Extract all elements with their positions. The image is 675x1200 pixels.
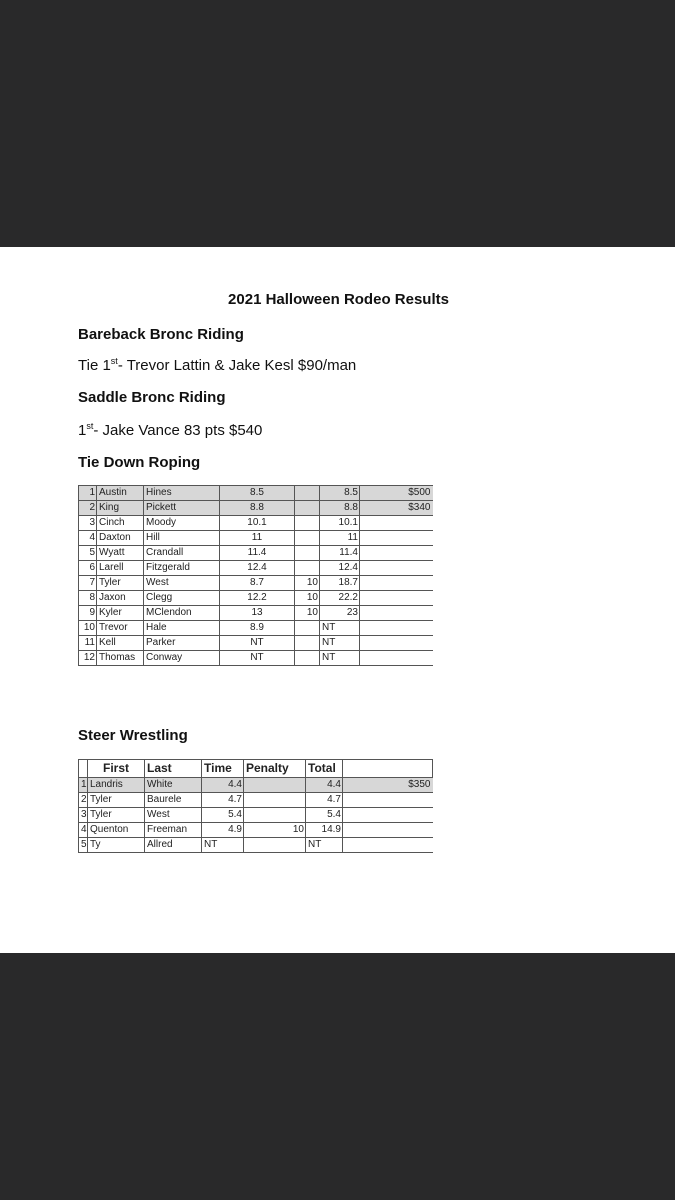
last-name-cell: Pickett <box>144 501 220 516</box>
time-cell: 10.1 <box>220 516 295 531</box>
last-name-cell: Conway <box>144 651 220 666</box>
total-cell: 4.7 <box>306 793 343 808</box>
table-row <box>79 576 433 591</box>
payout-cell: $500 <box>360 486 433 501</box>
place-cell: 4 <box>79 531 97 546</box>
penalty-cell: 10 <box>244 823 306 838</box>
first-name-cell: Tyler <box>88 808 145 823</box>
total-cell: 10.1 <box>320 516 360 531</box>
first-name-cell: Austin <box>97 486 144 501</box>
tiedown-table <box>78 485 433 666</box>
payout-cell <box>360 576 433 591</box>
time-cell: 4.7 <box>202 793 244 808</box>
time-cell: 11 <box>220 531 295 546</box>
time-cell: 4.4 <box>202 778 244 793</box>
last-name-cell: Parker <box>144 636 220 651</box>
place-cell: 9 <box>79 606 97 621</box>
payout-cell <box>360 606 433 621</box>
first-name-cell: Jaxon <box>97 591 144 606</box>
table-row <box>79 778 433 793</box>
first-name-cell: Kyler <box>97 606 144 621</box>
first-name-cell: Daxton <box>97 531 144 546</box>
place-cell: 1 <box>79 778 88 793</box>
place-cell: 8 <box>79 591 97 606</box>
last-name-cell: Allred <box>145 838 202 853</box>
table-row <box>79 501 433 516</box>
bareback-heading: Bareback Bronc Riding <box>78 326 244 343</box>
top-dark-band <box>0 0 675 247</box>
total-cell: NT <box>320 651 360 666</box>
table-row <box>79 486 433 501</box>
time-cell: 4.9 <box>202 823 244 838</box>
payout-cell <box>360 561 433 576</box>
payout-cell <box>360 621 433 636</box>
first-name-cell: Cinch <box>97 516 144 531</box>
payout-cell <box>343 838 433 853</box>
total-cell: 5.4 <box>306 808 343 823</box>
table-row <box>79 606 433 621</box>
place-cell: 5 <box>79 838 88 853</box>
last-name-cell: Clegg <box>144 591 220 606</box>
penalty-cell <box>295 561 320 576</box>
steer-heading: Steer Wrestling <box>78 727 188 744</box>
place-cell: 3 <box>79 516 97 531</box>
total-cell: NT <box>320 636 360 651</box>
document-page <box>0 247 675 953</box>
penalty-cell: 10 <box>295 591 320 606</box>
time-cell: 8.5 <box>220 486 295 501</box>
total-cell: 22.2 <box>320 591 360 606</box>
header-total: Total <box>306 760 343 778</box>
total-cell: 23 <box>320 606 360 621</box>
bottom-dark-band <box>0 953 675 1200</box>
first-name-cell: Ty <box>88 838 145 853</box>
place-cell: 2 <box>79 501 97 516</box>
total-cell: 18.7 <box>320 576 360 591</box>
payout-cell <box>343 793 433 808</box>
last-name-cell: Hines <box>144 486 220 501</box>
place-cell: 3 <box>79 808 88 823</box>
time-cell: 11.4 <box>220 546 295 561</box>
last-name-cell: Hill <box>144 531 220 546</box>
payout-cell <box>360 516 433 531</box>
penalty-cell <box>295 486 320 501</box>
table-row <box>79 531 433 546</box>
place-cell: 12 <box>79 651 97 666</box>
payout-cell <box>343 808 433 823</box>
table-row <box>79 808 433 823</box>
first-name-cell: Landris <box>88 778 145 793</box>
last-name-cell: MClendon <box>144 606 220 621</box>
first-name-cell: King <box>97 501 144 516</box>
table-row <box>79 838 433 853</box>
first-name-cell: Thomas <box>97 651 144 666</box>
place-cell: 5 <box>79 546 97 561</box>
total-cell: NT <box>306 838 343 853</box>
place-cell: 2 <box>79 793 88 808</box>
saddle-heading: Saddle Bronc Riding <box>78 389 226 406</box>
place-cell: 6 <box>79 561 97 576</box>
table-row <box>79 793 433 808</box>
penalty-cell: 10 <box>295 576 320 591</box>
first-name-cell: Kell <box>97 636 144 651</box>
steer-table <box>78 759 433 853</box>
table-row <box>79 823 433 838</box>
first-name-cell: Trevor <box>97 621 144 636</box>
place-cell: 10 <box>79 621 97 636</box>
document-title: 2021 Halloween Rodeo Results <box>228 291 449 308</box>
penalty-cell <box>244 838 306 853</box>
time-cell: 8.9 <box>220 621 295 636</box>
penalty-cell <box>244 793 306 808</box>
last-name-cell: Freeman <box>145 823 202 838</box>
total-cell: 4.4 <box>306 778 343 793</box>
time-cell: NT <box>220 651 295 666</box>
time-cell: 12.4 <box>220 561 295 576</box>
time-cell: NT <box>202 838 244 853</box>
table-row <box>79 591 433 606</box>
table-row <box>79 516 433 531</box>
place-cell: 7 <box>79 576 97 591</box>
first-name-cell: Quenton <box>88 823 145 838</box>
penalty-cell <box>295 501 320 516</box>
payout-cell <box>360 531 433 546</box>
first-name-cell: Tyler <box>88 793 145 808</box>
payout-cell <box>360 546 433 561</box>
total-cell: 14.9 <box>306 823 343 838</box>
penalty-cell <box>295 531 320 546</box>
table-row <box>79 636 433 651</box>
penalty-cell <box>295 621 320 636</box>
time-cell: 5.4 <box>202 808 244 823</box>
table-row <box>79 546 433 561</box>
total-cell: 12.4 <box>320 561 360 576</box>
last-name-cell: Baurele <box>145 793 202 808</box>
total-cell: 11.4 <box>320 546 360 561</box>
last-name-cell: West <box>145 808 202 823</box>
header-last: Last <box>145 760 202 778</box>
header-payout <box>343 760 433 778</box>
table-row <box>79 651 433 666</box>
last-name-cell: Fitzgerald <box>144 561 220 576</box>
first-name-cell: Wyatt <box>97 546 144 561</box>
penalty-cell <box>295 546 320 561</box>
total-cell: NT <box>320 621 360 636</box>
penalty-cell <box>295 636 320 651</box>
penalty-cell: 10 <box>295 606 320 621</box>
payout-cell: $340 <box>360 501 433 516</box>
total-cell: 8.5 <box>320 486 360 501</box>
saddle-result: 1st- Jake Vance 83 pts $540 <box>78 421 263 439</box>
last-name-cell: White <box>145 778 202 793</box>
time-cell: NT <box>220 636 295 651</box>
time-cell: 13 <box>220 606 295 621</box>
penalty-cell <box>295 516 320 531</box>
header-place <box>79 760 88 778</box>
payout-cell <box>360 636 433 651</box>
penalty-cell <box>244 808 306 823</box>
header-time: Time <box>202 760 244 778</box>
bareback-result: Tie 1st- Trevor Lattin & Jake Kesl $90/man <box>78 356 357 374</box>
place-cell: 1 <box>79 486 97 501</box>
last-name-cell: Crandall <box>144 546 220 561</box>
total-cell: 11 <box>320 531 360 546</box>
first-name-cell: Larell <box>97 561 144 576</box>
payout-cell <box>360 591 433 606</box>
total-cell: 8.8 <box>320 501 360 516</box>
place-cell: 11 <box>79 636 97 651</box>
payout-cell: $350 <box>343 778 433 793</box>
last-name-cell: Hale <box>144 621 220 636</box>
table-row <box>79 621 433 636</box>
time-cell: 12.2 <box>220 591 295 606</box>
time-cell: 8.7 <box>220 576 295 591</box>
last-name-cell: West <box>144 576 220 591</box>
header-first: First <box>88 760 145 778</box>
time-cell: 8.8 <box>220 501 295 516</box>
payout-cell <box>360 651 433 666</box>
tiedown-heading: Tie Down Roping <box>78 454 201 471</box>
table-row <box>79 561 433 576</box>
first-name-cell: Tyler <box>97 576 144 591</box>
penalty-cell <box>295 651 320 666</box>
header-penalty: Penalty <box>244 760 306 778</box>
last-name-cell: Moody <box>144 516 220 531</box>
penalty-cell <box>244 778 306 793</box>
steer-header-row <box>79 760 433 778</box>
place-cell: 4 <box>79 823 88 838</box>
payout-cell <box>343 823 433 838</box>
